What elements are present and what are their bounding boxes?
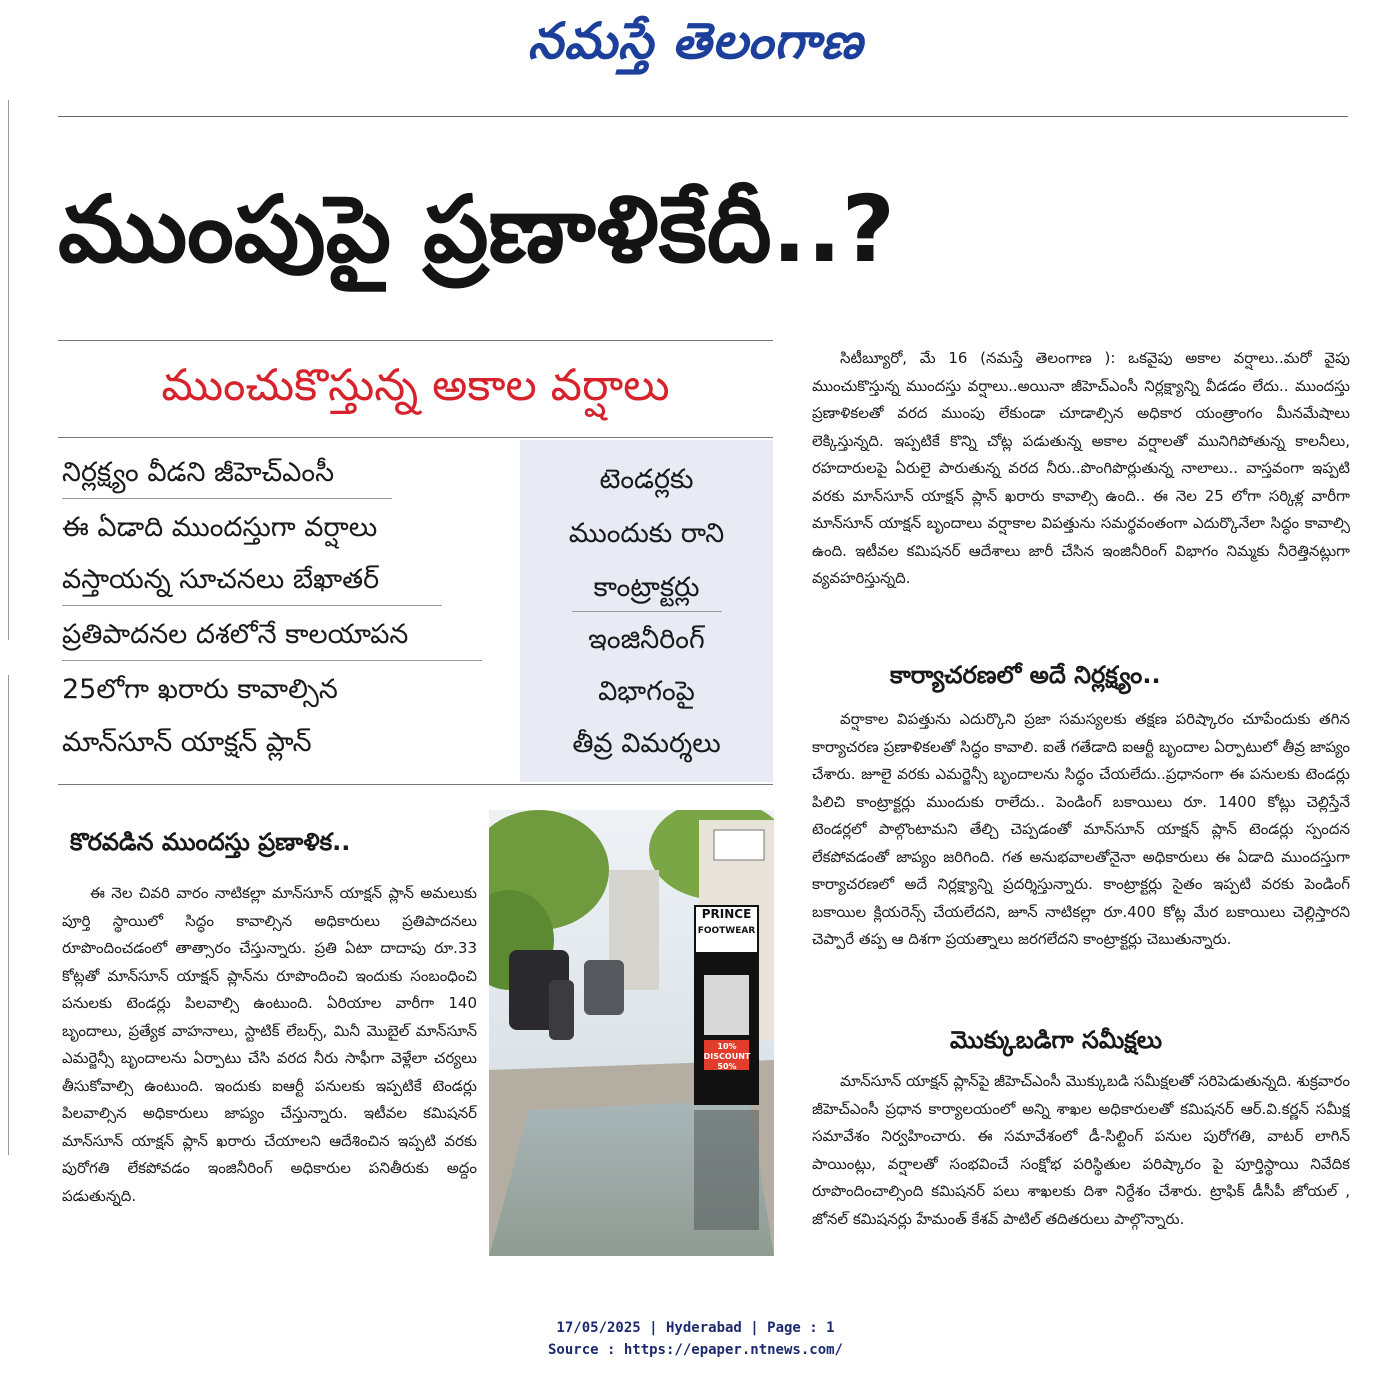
sidebar-line: ఇంజినీరింగ్ (588, 624, 705, 655)
right-article-paragraph: మాన్‌సూన్ యాక్షన్ ప్లాన్‌పై జీహెచ్ఎంసీ మొక్కుబడి సమీక్షలతో సరిపెడుతున్నది. శుక్రవారం జీహెచ్ఎంసీ ప్రధాన కార్యాలయంలో అన్ని శాఖల అధికారులతో కమిషనర్ ఆర్.వి.కర్ణన్ సమీక్ష సమావేశం నిర్వహించారు. ఈ సమావేశంలో డీ-సిల్టింగ్ పనుల పురోగతి, వాటర్ లాగిన్ పాయింట్లు, వర్షాలతో సంభవించే సంక్షోభ పరిస్థితుల పరిష్కారం పై పూర్తిస్థాయి నివేదిక రూపొందించాల్సింది కమిషనర్ పలు శాఖలకు దిశా నిర్దేశం చేశారు. ట్రాఫిక్ డీసీపీ జోయల్ , జోనల్ కమిషనర్లు హేమంత్ కేశవ్ పాటిల్ తదితరులు పాల్గొన్నారు. (812, 1072, 1350, 1228)
bullet-item: ఈ ఏడాది ముందస్తుగా వర్షాలు (62, 512, 378, 543)
bullet-item: ప్రతిపాదనల దశలోనే కాలయాపన (62, 610, 482, 661)
right-article-intro (812, 345, 1350, 630)
right-article-paragraph: వర్షాకాల విపత్తును ఎదుర్కొని ప్రజా సమస్యలకు తక్షణ పరిష్కారం చూపేందుకు తగిన కార్యాచరణ ప్రణాళికలతో సిద్ధం కావాలి. ఐతే గతేడాది ఐఆర్టీ బృందాల ఏర్పాటులో తీవ్ర జాప్యం చేశారు. జూలై వరకు ఎమర్జెన్సీ బృందాలను సిద్ధం చేయలేదు..ప్రధానంగా ఈ పనులకు టెండర్లు పిలిచి కాంట్రాక్టర్లు ముందుకు రాలేదు.. పెండింగ్ బకాయిలు రూ. 1400 కోట్లు చెల్లిస్తేనే టెండర్లలో పాల్గొంటామని తేల్చి చెప్పడంతో మాన్‌సూన్ యాక్షన్ ప్లాన్ టెండర్లు స్పందన లేకపోవడంతో జాప్యం జరిగింది. గత అనుభవాలతోనైనా అధికారులు ఈ ఏడాది ముందస్తుగా కార్యాచరణలో అదే నిర్లక్ష్యాన్ని ప్రదర్శిస్తున్నారు. కాంట్రాక్టర్లు సైతం ఇప్పటి వరకు పెండింగ్ బకాయిల క్లియరెన్స్ చేయలేదని, జూన్ నాటికల్లా రూ.400 కోట్ల మేర బకాయిలు చెల్లిస్తారని చెప్పారే తప్ప ఆ దిశగా ప్రయత్నాలు జరగలేదని కాంట్రాక్టర్లు చెబుతున్నారు. (812, 710, 1350, 948)
sidebar-line: విభాగంపై (598, 676, 695, 707)
right-article-body-3 (812, 1068, 1350, 1268)
sidebar-line: ముందుకు రాని (568, 518, 725, 549)
page-edge-line (8, 100, 9, 640)
sidebar-divider (572, 611, 722, 612)
left-article-heading: కొరవడిన ముందస్తు ప్రణాళిక.. (70, 828, 351, 856)
headline: ముంపుపై ప్రణాళికేదీ..? (58, 176, 896, 283)
right-article-heading-2: కార్యాచరణలో అదే నిర్లక్ష్యం.. (890, 661, 1161, 689)
subhead-rule (58, 437, 773, 438)
shop-sign-text: PRINCE (701, 907, 752, 921)
subheadline: ముంచుకొస్తున్న అకాల వర్షాలు (161, 360, 670, 411)
top-rule (58, 116, 1348, 117)
section-rule (58, 784, 773, 785)
left-article-paragraph: ఈ నెల చివరి వారం నాటికల్లా మాన్‌సూన్ యాక్షన్ ప్లాన్ అమలుకు పూర్తి స్థాయిలో సిద్ధం కావాల్సిన అధికారులు ప్రతిపాదనలు రూపొందించడంలో తాత్సారం చేస్తున్నారు. ప్రతి ఏటా దాదాపు రూ.33 కోట్లతో మాన్‌సూన్ యాక్షన్ ప్లాన్‌ను రూపొందించి ఇందుకు సంబంధించి పనులకు టెండర్లు పిలవాల్సి ఉంటుంది. ఏరియాల వారీగా 140 బృందాలు, ప్రత్యేక వాహనాలు, స్టాటిక్ లేబర్స్, మినీ మొబైల్ మాన్‌సూన్ ఎమర్జెన్సీ బృందాలను ఏర్పాటు చేసి వరద నీరు సాఫీగా వెళ్లేలా చర్యలు తీసుకోవాల్సి ఉంటుంది. ఇందుకు ఐఆర్టీ పనులకు ఇప్పటికే టెండర్లు పిలవాల్సిన అధికారులు జాప్యం చేస్తున్నారు. ఇటీవల కమిషనర్ మాన్‌సూన్ యాక్షన్ ప్లాన్ ఖరారు చేయాలని ఆదేశించిన ఇప్పటి వరకు పురోగతి లేకపోవడం ఇంజినీరింగ్ అధికారుల పనితీరుకు అద్దం పడుతున్నది. (62, 884, 477, 1205)
shop-sign-text: FOOTWEAR (697, 926, 756, 936)
bullet-item: 25లోగా ఖరారు కావాల్సిన (62, 674, 338, 705)
newspaper-masthead: నమస్తే తెలంగాణ (527, 12, 864, 70)
discount-sign-text: 10% DISCOUNT 50% (703, 1042, 751, 1071)
right-article-heading-3: మొక్కుబడిగా సమీక్షలు (950, 1026, 1163, 1054)
footer-date-line: 17/05/2025 | Hyderabad | Page : 1 (556, 1320, 835, 1336)
subhead-rule (58, 340, 773, 341)
footer-source-line: Source : https://epaper.ntnews.com/ (547, 1342, 843, 1358)
bullet-item: వస్తాయన్న సూచనలు బేఖాతర్ (62, 555, 442, 606)
street-flood-photo (489, 810, 774, 1256)
page-edge-line (8, 675, 9, 1155)
sidebar-line: కాంట్రాక్టర్లు (593, 572, 700, 603)
right-article-body-2 (812, 706, 1350, 1016)
sidebar-line: టెండర్లకు (599, 464, 694, 495)
right-article-paragraph: సిటీబ్యూరో, మే 16 (నమస్తే తెలంగాణ ): ఒకవైపు అకాల వర్షాలు..మరో వైపు ముంచుకొస్తున్న ముందస్తు వర్షాలు..అయినా జీహెచ్ఎంసీ నిర్లక్ష్యాన్ని వీడడం లేదు.. ముందస్తు ప్రణాళికలతో వరద ముంపు లేకుండా చూడాల్సిన అధికార యంత్రాంగం మీనమేషాలు లెక్కిస్తున్నది. ఇప్పటికే కొన్ని చోట్ల పడుతున్న అకాల వర్షాలతో మునిగిపోతున్న కాలనీలు, రహదారులపై ఏరులై పారుతున్న వరద నీరు..పొంగిపొర్లుతున్న నాలాలు.. వాస్తవంగా ఇప్పటి వరకు మాన్‌సూన్ యాక్షన్ ప్లాన్ ఖరారు కావాల్సి ఉంది.. ఈ నెల 25 లోగా సర్కిళ్ల వారీగా మాన్‌సూన్ యాక్షన్ బృందాలు వర్షాకాల విపత్తును సమర్థవంతంగా ఎదుర్కొనేలా సిద్ధం కావాల్సి ఉంది. ఇటీవల కమిషనర్ ఆదేశాలు జారీ చేసిన ఇంజినీరింగ్ విభాగం నిమ్మకు నీరెత్తినట్లుగా వ్యవహరిస్తున్నది. (812, 349, 1350, 587)
left-article-body (62, 880, 477, 1275)
bullet-item: మాన్‌సూన్ యాక్షన్ ప్లాన్ (62, 727, 312, 758)
bullet-item: నిర్లక్ష్యం వీడని జీహెచ్ఎంసీ (62, 448, 392, 499)
sidebar-line: తీవ్ర విమర్శలు (572, 728, 721, 759)
